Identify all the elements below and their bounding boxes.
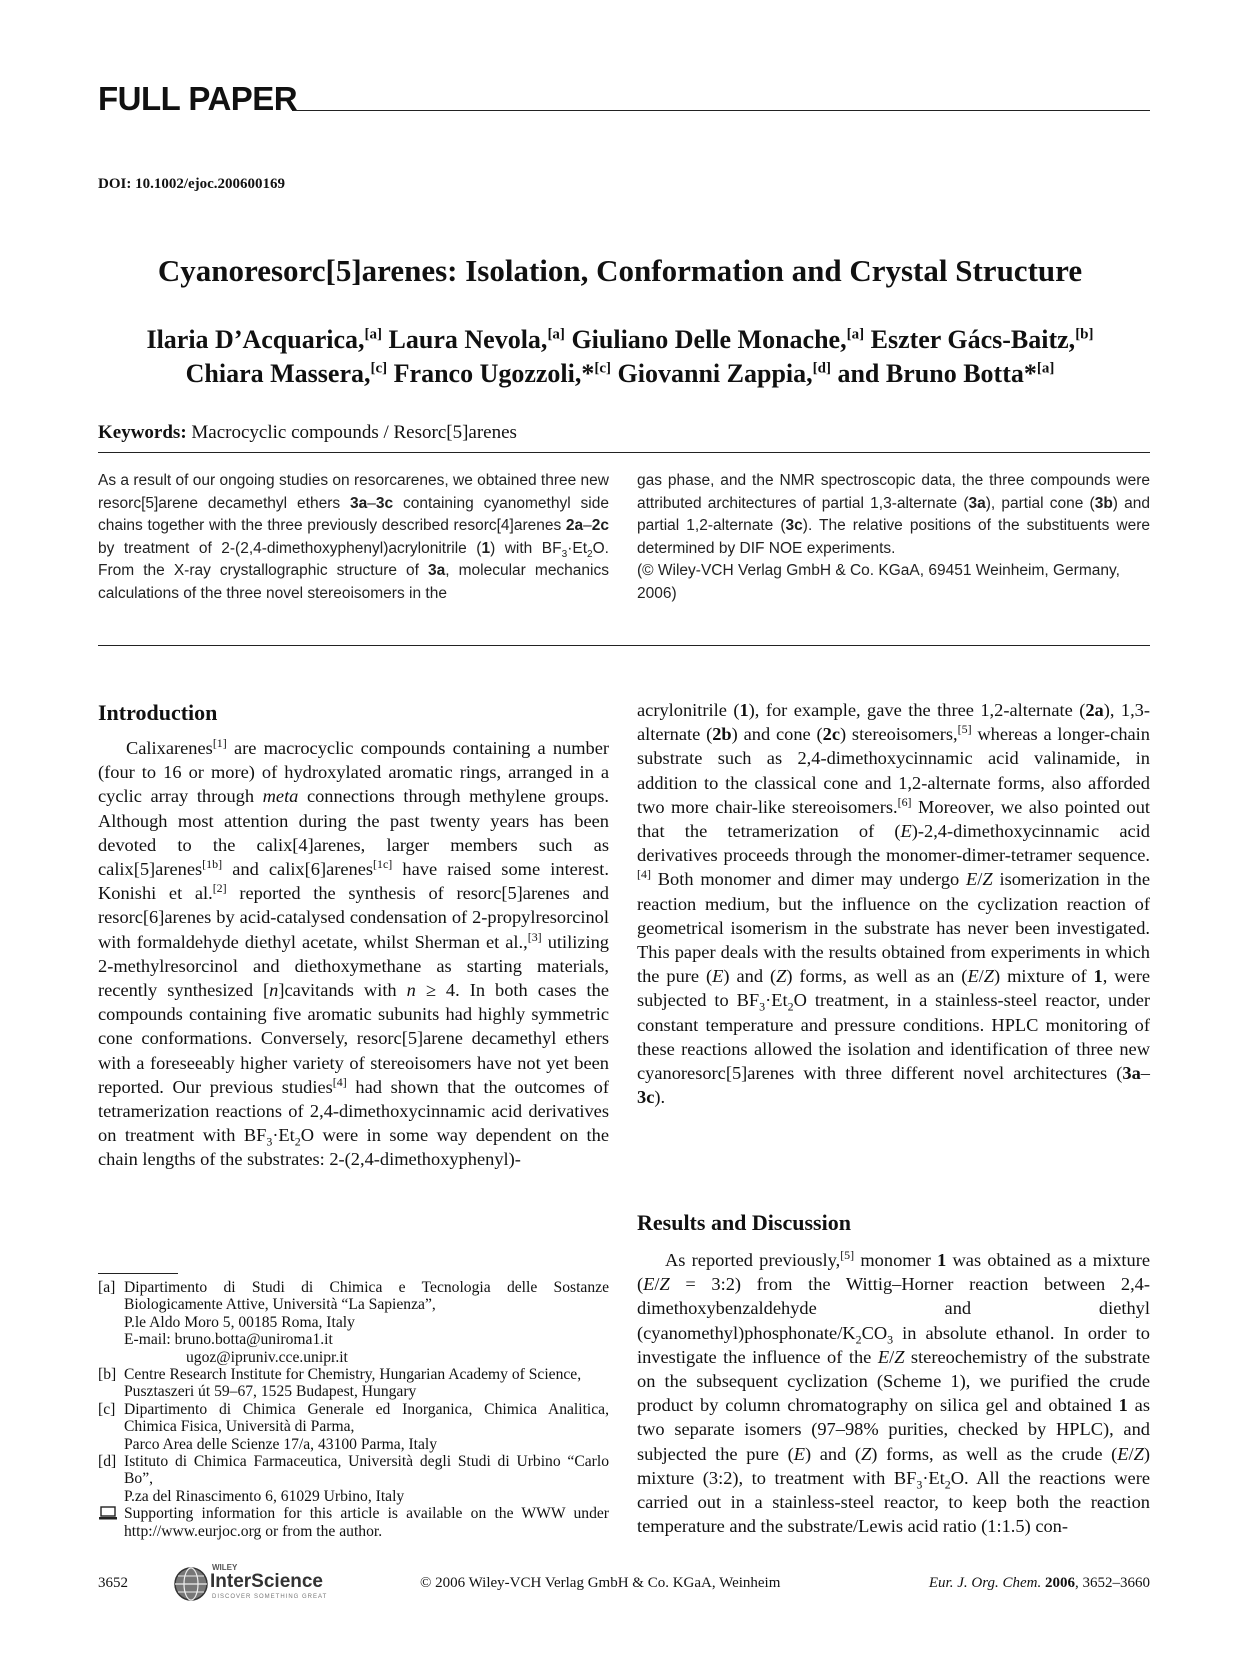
author: Giovanni Zappia, [611,359,813,388]
affiliation-mark: [d] [812,360,831,377]
affiliation-c: [c] Dipartimento di Chimica Generale ed Inorganica, Chimica Analitica, Chimica Fisica, Università di Parma, Parco Area delle Scienze 17/a, 43100 Parma, Italy [98,1400,609,1453]
affiliation-mark: [a] [364,326,383,343]
keywords [98,422,517,444]
keywords-label: Keywords: [98,422,187,443]
abstract-copyright: (© Wiley-VCH Verlag GmbH & Co. KGaA, 69451 Weinheim, Germany, 2006) [637,562,1120,602]
doi: DOI: 10.1002/ejoc.200600169 [98,176,286,192]
affiliation-mark: [c] [370,360,388,377]
affiliation-mark: [a] [547,326,565,343]
author: Ilaria D’Acquarica, [146,325,365,354]
abstract-bottom-rule [98,645,1150,646]
affiliations [98,1279,609,1540]
results-paragraph-1: As reported previously,[5] monomer 1 was obtained as a mixture (E/Z = 3:2) from the Wittig–Horner reaction between 2,4-dimethoxybenzaldehyde and diethyl $(cyanomethyl)phosphonate/K_2CO_3$ in absolute ethanol. In order to investigate the influence of the E/Z stereochemistry of the substrate on the subsequent cyclization (Scheme 1), we purified the crude product by column chromatography on silica gel and obtained 1 as two separate isomers (97–98% purities, checked by HPLC), and subjected the pure (E) and (Z) forms, as well as the crude (E/Z) mixture (3:2), to treatment with $BF_3\cdot Et_2O$. All the reactions were carried out in a stainless-steel reactor, to keep both the reaction temperature and the substrate/Lewis acid ratio (1:1.5) con- [637,1247,1150,1537]
author: Chiara Massera, [185,359,371,388]
keywords-text: Macrocyclic compounds / Resorc[5]arenes [186,422,517,443]
supporting-info: Supporting information for this article is available on the WWW under http://www.eurjoc.org or from the author. [98,1505,609,1540]
computer-icon [98,1505,124,1540]
author-list [60,323,1180,391]
section-label: FULL PAPER [98,80,298,117]
affiliation-d: [d] Istituto di Chimica Farmaceutica, Università degli Studi di Urbino “Carlo Bo”, P.za del Rinascimento 6, 61029 Urbino, Italy [98,1453,609,1505]
author-line-1 [60,323,1180,357]
affiliation-mark: [a] [1036,360,1055,377]
author: and Bruno Botta* [830,359,1037,388]
section-heading-introduction: Introduction [98,700,218,725]
author: Laura Nevola, [382,325,548,354]
intro-paragraph-1: Calixarenes[1] are macrocyclic compounds containing a number (four to 16 or more) of hydroxylated aromatic rings, arranged in a cyclic array through meta connections through methylene groups. Although most attention during the past twenty years has been devoted to the calix[4]arenes, larger members such as calix[5]arenes[1b] and calix[6]arenes[1c] have raised some interest. Konishi et al.[2] reported the synthesis of resorc[5]arenes and resorc[6]arenes by acid-catalysed condensation of 2-propylresorcinol with formaldehyde diethyl acetate, whilst Sherman et al.,[3] utilizing 2-methylresorcinol and diethoxymethane as starting materials, recently synthesized [n]cavitands with n ≥ 4. In both cases the compounds containing five aromatic subunits had highly symmetric cone conformations. Conversely, resorc[5]arene decamethyl ethers with a foreseeably higher variety of stereoisomers have not yet been reported. Our previous studies[4] had shown that the outcomes of tetramerization reactions of 2,4-dimethoxycinnamic acid derivatives on treatment with $BF_3\cdot Et_2O$ were in some way dependent on the chain lengths of the substrates: 2-(2,4-dimethoxyphenyl)- [98,735,610,1170]
footnote-rule [98,1273,178,1274]
affiliation-b: [b] Centre Research Institute for Chemistry, Hungarian Academy of Science, Pusztaszeri út 59–67, 1525 Budapest, Hungary [98,1366,582,1401]
footer-copyright: © 2006 Wiley-VCH Verlag GmbH & Co. KGaA, Weinheim [420,1575,781,1591]
intro-paragraph-2: acrylonitrile (1), for example, gave the three 1,2-alternate (2a), 1,3-alternate (2b) and cone (2c) stereoisomers,[5] whereas a longer-chain substrate such as 2,4-dimethoxycinnamic acid valinamide, in addition to the classical cone and 1,2-alternate forms, also afforded two more chair-like stereoisomers.[6] Moreover, we also pointed out that the tetramerization of (E)-2,4-dimethoxycinnamic acid derivatives proceeds through the monomer-dimer-tetramer sequence.[4] Both monomer and dimer may undergo E/Z isomerization in the reaction medium, but the influence on the cyclization reaction of geometrical isomerism in the substrate has never been investigated. This paper deals with the results obtained from experiments in which the pure (E) and (Z) forms, as well as an (E/Z) mixture of 1, were subjected to $BF_3\cdot Et_2O$ treatment, in a stainless-steel reactor, under constant temperature and pressure conditions. HPLC monitoring of these reactions allowed the isolation and identification of three new cyanoresorc[5]arenes with three different novel architectures (3a–3c). [637,700,1151,1108]
author-line-2 [60,357,1180,391]
affiliation-mark: [b] [1075,326,1094,343]
author: Franco Ugozzoli,* [387,359,595,388]
affiliation-a: [a] Dipartimento di Studi di Chimica e Tecnologia delle Sostanze Biologicamente Attive, Università “La Sapienza”, P.le Aldo Moro 5, 00185 Roma, Italy E-mail: bruno.botta@uniroma1.it ugoz@ipruniv.cce.unipr.it [98,1279,609,1366]
affiliation-mark: [a] [846,326,865,343]
globe-icon [172,1565,210,1603]
abstract-col-1: As a result of our ongoing studies on resorcarenes, we obtained three new resorc[5]arene decamethyl ethers 3a–3c containing cyanomethyl side chains together with the three previously described resorc[4]arenes 2a–2c by treatment of 2-(2,4-dimethoxyphenyl)acrylonitrile (1) with $BF_3\cdot Et_2O$. From the X-ray crystallographic structure of 3a, molecular mechanics calculations of the three novel stereoisomers in the [98,472,609,602]
interscience-logo: WILEY InterScience DISCOVER SOMETHING GREAT [172,1565,340,1603]
abstract-col-2: gas phase, and the NMR spectroscopic data, the three compounds were attributed architectures of partial 1,3-alternate (3a), partial cone (3b) and partial 1,2-alternate (3c). The relative positions of the substituents were determined by DIF NOE experiments. (© Wiley-VCH Verlag GmbH & Co. KGaA, 69451 Weinheim, Germany, 2006) [637,470,1150,606]
page-number: 3652 [98,1575,128,1591]
abstract-top-rule [98,452,1150,453]
paper-title: Cyanoresorc[5]arenes: Isolation, Conformation and Crystal Structure [157,253,1083,288]
author: Eszter Gács-Baitz, [864,325,1076,354]
section-heading-results: Results and Discussion [637,1210,851,1235]
header-rule [292,110,1150,111]
journal-citation: Eur. J. Org. Chem. 2006, 3652–3660 [928,1575,1150,1591]
affiliation-mark: [c] [594,360,612,377]
author: Giuliano Delle Monache, [564,325,847,354]
